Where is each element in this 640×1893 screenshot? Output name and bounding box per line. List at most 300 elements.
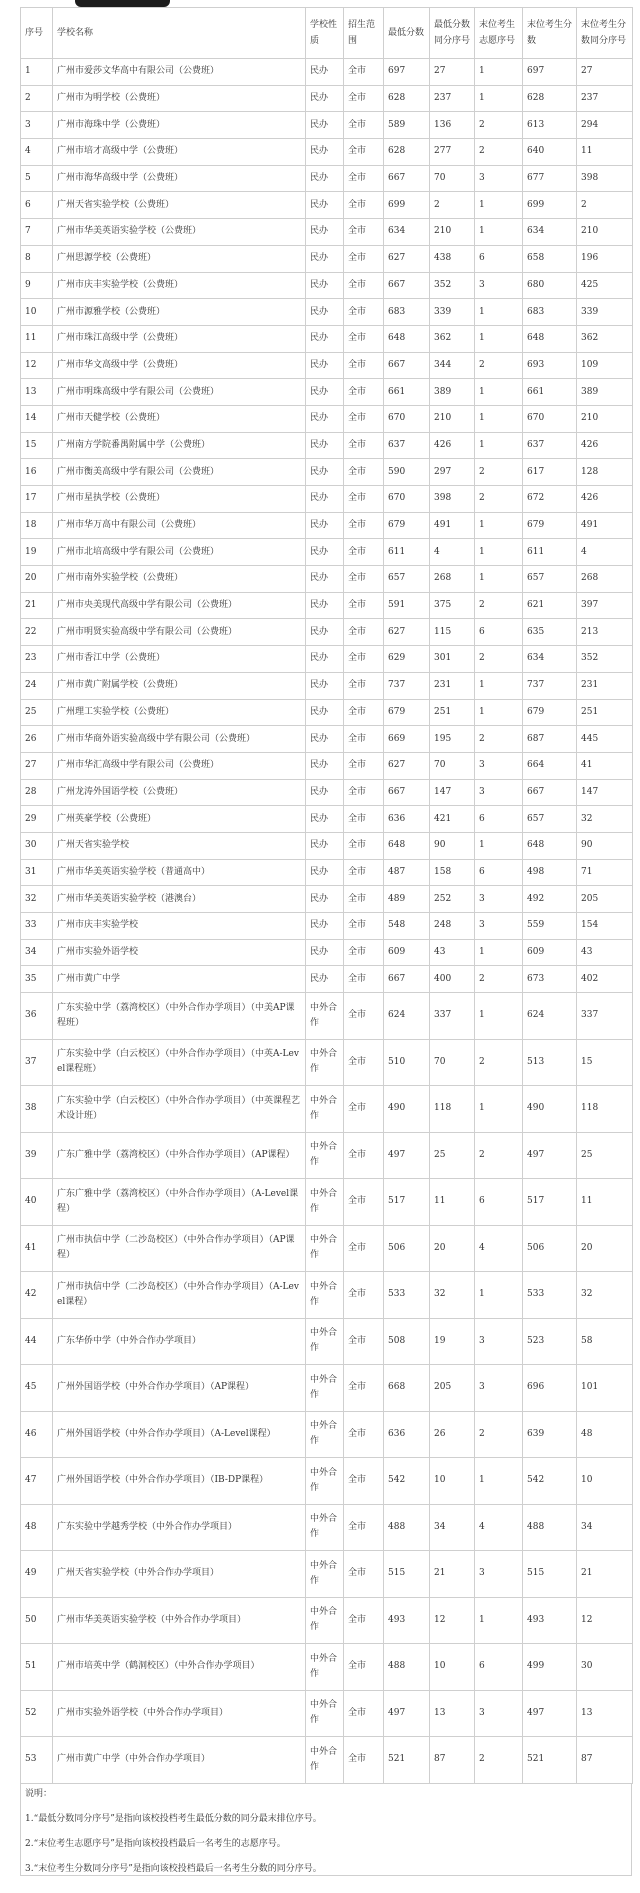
cell-school-type: 中外合作 (306, 1458, 344, 1505)
cell-last-score-rank: 398 (577, 165, 633, 192)
cell-last-pref-no: 2 (475, 352, 523, 379)
cell-last-score: 624 (523, 993, 577, 1040)
cell-last-score: 677 (523, 165, 577, 192)
cell-enroll-scope: 全市 (344, 299, 384, 326)
cell-index: 32 (21, 886, 53, 913)
cell-school-type: 民办 (306, 352, 344, 379)
cell-last-score: 696 (523, 1365, 577, 1412)
table-row (21, 1179, 633, 1226)
cell-enroll-scope: 全市 (344, 1365, 384, 1412)
cell-last-score: 699 (523, 192, 577, 219)
cell-school-type: 中外合作 (306, 1039, 344, 1086)
cell-min-score-rank: 10 (430, 1458, 475, 1505)
cell-enroll-scope: 全市 (344, 459, 384, 486)
cell-enroll-scope: 全市 (344, 59, 384, 86)
cell-school-type: 民办 (306, 913, 344, 940)
cell-last-pref-no: 1 (475, 512, 523, 539)
table-row (21, 219, 633, 246)
cell-min-score-rank: 248 (430, 913, 475, 940)
cell-enroll-scope: 全市 (344, 165, 384, 192)
cell-min-score: 488 (384, 1644, 430, 1691)
cell-school-name: 广州外国语学校（中外合作办学项目）（AP课程） (53, 1365, 306, 1412)
header-school-type: 学校性质 (306, 8, 344, 59)
cell-school-type: 民办 (306, 672, 344, 699)
cell-school-type: 民办 (306, 699, 344, 726)
cell-last-score-rank: 426 (577, 486, 633, 513)
cell-school-name: 广州南方学院番禺附属中学（公费班） (53, 432, 306, 459)
cell-min-score-rank: 118 (430, 1086, 475, 1133)
cell-last-score-rank: 15 (577, 1039, 633, 1086)
cell-enroll-scope: 全市 (344, 1086, 384, 1133)
cell-enroll-scope: 全市 (344, 539, 384, 566)
cell-last-pref-no: 6 (475, 1179, 523, 1226)
cell-last-pref-no: 6 (475, 1644, 523, 1691)
cell-last-score-rank: 48 (577, 1411, 633, 1458)
cell-min-score: 506 (384, 1225, 430, 1272)
cell-enroll-scope: 全市 (344, 1504, 384, 1551)
note-item: 1.“最低分数同分序号”是指向该校投档考生最低分数的同分最末排位序号。 (25, 1813, 322, 1824)
cell-last-pref-no: 1 (475, 1086, 523, 1133)
cell-min-score: 669 (384, 726, 430, 753)
cell-index: 45 (21, 1365, 53, 1412)
cell-index: 44 (21, 1318, 53, 1365)
cell-last-pref-no: 3 (475, 913, 523, 940)
cell-index: 5 (21, 165, 53, 192)
cell-last-score: 657 (523, 566, 577, 593)
cell-enroll-scope: 全市 (344, 1644, 384, 1691)
cell-school-type: 民办 (306, 219, 344, 246)
cell-last-score-rank: 402 (577, 966, 633, 993)
cell-school-name: 广州市为明学校（公费班） (53, 85, 306, 112)
table-row (21, 272, 633, 299)
cell-min-score-rank: 252 (430, 886, 475, 913)
cell-school-name: 广州天省实验学校（公费班） (53, 192, 306, 219)
table-row (21, 245, 633, 272)
cell-index: 42 (21, 1272, 53, 1319)
cell-min-score-rank: 21 (430, 1551, 475, 1598)
table-row (21, 779, 633, 806)
cell-last-score-rank: 41 (577, 752, 633, 779)
table-row (21, 85, 633, 112)
cell-last-pref-no: 2 (475, 1132, 523, 1179)
cell-school-type: 民办 (306, 859, 344, 886)
cell-last-pref-no: 1 (475, 832, 523, 859)
cell-school-name: 广州思源学校（公费班） (53, 245, 306, 272)
cell-school-name: 广州市培英中学（鹤洞校区）（中外合作办学项目） (53, 1644, 306, 1691)
cell-school-type: 民办 (306, 405, 344, 432)
cell-last-score-rank: 2 (577, 192, 633, 219)
cell-enroll-scope: 全市 (344, 646, 384, 673)
cell-school-name: 广州英豪学校（公费班） (53, 806, 306, 833)
table-row (21, 806, 633, 833)
cell-enroll-scope: 全市 (344, 1458, 384, 1505)
cell-min-score-rank: 25 (430, 1132, 475, 1179)
cell-index: 22 (21, 619, 53, 646)
cell-min-score-rank: 26 (430, 1411, 475, 1458)
cell-min-score: 489 (384, 886, 430, 913)
top-tab-indicator (75, 0, 170, 7)
cell-last-score-rank: 71 (577, 859, 633, 886)
cell-min-score: 629 (384, 646, 430, 673)
cell-last-score: 661 (523, 379, 577, 406)
cell-last-pref-no: 3 (475, 886, 523, 913)
cell-school-type: 民办 (306, 325, 344, 352)
cell-min-score: 515 (384, 1551, 430, 1598)
cell-index: 39 (21, 1132, 53, 1179)
cell-min-score: 589 (384, 112, 430, 139)
cell-school-type: 中外合作 (306, 1086, 344, 1133)
cell-index: 11 (21, 325, 53, 352)
cell-enroll-scope: 全市 (344, 1132, 384, 1179)
cell-last-score: 493 (523, 1597, 577, 1644)
cell-min-score: 683 (384, 299, 430, 326)
cell-last-score-rank: 397 (577, 592, 633, 619)
cell-school-type: 中外合作 (306, 1365, 344, 1412)
cell-school-type: 中外合作 (306, 1551, 344, 1598)
cell-last-score-rank: 237 (577, 85, 633, 112)
cell-min-score: 699 (384, 192, 430, 219)
cell-last-score-rank: 12 (577, 1597, 633, 1644)
cell-min-score-rank: 13 (430, 1690, 475, 1737)
cell-enroll-scope: 全市 (344, 486, 384, 513)
cell-school-name: 广东实验中学（白云校区）（中外合作办学项目）（中英A-Level课程班） (53, 1039, 306, 1086)
cell-last-score-rank: 25 (577, 1132, 633, 1179)
table-row (21, 726, 633, 753)
cell-min-score: 493 (384, 1597, 430, 1644)
cell-last-score-rank: 339 (577, 299, 633, 326)
cell-last-pref-no: 1 (475, 566, 523, 593)
table-body (21, 59, 633, 1784)
cell-last-score-rank: 11 (577, 1179, 633, 1226)
cell-min-score-rank: 297 (430, 459, 475, 486)
cell-enroll-scope: 全市 (344, 379, 384, 406)
cell-school-type: 民办 (306, 566, 344, 593)
cell-index: 34 (21, 939, 53, 966)
cell-min-score: 611 (384, 539, 430, 566)
cell-last-pref-no: 1 (475, 1597, 523, 1644)
cell-last-pref-no: 3 (475, 1318, 523, 1365)
cell-last-pref-no: 6 (475, 859, 523, 886)
cell-index: 25 (21, 699, 53, 726)
cell-min-score: 591 (384, 592, 430, 619)
cell-school-name: 广州市实验外语学校（中外合作办学项目） (53, 1690, 306, 1737)
cell-school-type: 中外合作 (306, 1318, 344, 1365)
cell-min-score: 624 (384, 993, 430, 1040)
cell-school-name: 广州市黄广中学（中外合作办学项目） (53, 1737, 306, 1784)
cell-school-name: 广州市黄广附属学校（公费班） (53, 672, 306, 699)
cell-index: 33 (21, 913, 53, 940)
cell-last-score: 628 (523, 85, 577, 112)
cell-min-score: 648 (384, 325, 430, 352)
table-row (21, 619, 633, 646)
cell-school-name: 广州市明贤实验高级中学有限公司（公费班） (53, 619, 306, 646)
cell-enroll-scope: 全市 (344, 913, 384, 940)
cell-last-score: 683 (523, 299, 577, 326)
table-row (21, 512, 633, 539)
cell-last-score: 634 (523, 219, 577, 246)
cell-last-pref-no: 6 (475, 245, 523, 272)
cell-school-name: 广州市海华高级中学（公费班） (53, 165, 306, 192)
cell-last-score: 488 (523, 1504, 577, 1551)
cell-min-score: 657 (384, 566, 430, 593)
table-row (21, 1272, 633, 1319)
table-row (21, 1225, 633, 1272)
cell-school-name: 广东实验中学越秀学校（中外合作办学项目） (53, 1504, 306, 1551)
cell-school-name: 广州市海珠中学（公费班） (53, 112, 306, 139)
cell-school-type: 民办 (306, 592, 344, 619)
cell-min-score: 636 (384, 806, 430, 833)
cell-last-score: 657 (523, 806, 577, 833)
cell-last-score-rank: 362 (577, 325, 633, 352)
cell-school-name: 广州市星执学校（公费班） (53, 486, 306, 513)
cell-school-type: 民办 (306, 486, 344, 513)
note-item: 2.“末位考生志愿序号”是指向该校投档最后一名考生的志愿序号。 (25, 1838, 286, 1849)
table-row (21, 192, 633, 219)
cell-index: 12 (21, 352, 53, 379)
cell-enroll-scope: 全市 (344, 325, 384, 352)
cell-min-score: 670 (384, 486, 430, 513)
cell-enroll-scope: 全市 (344, 672, 384, 699)
cell-min-score-rank: 438 (430, 245, 475, 272)
cell-school-type: 中外合作 (306, 1179, 344, 1226)
cell-enroll-scope: 全市 (344, 859, 384, 886)
cell-school-type: 民办 (306, 139, 344, 166)
cell-school-type: 中外合作 (306, 1690, 344, 1737)
cell-min-score-rank: 389 (430, 379, 475, 406)
cell-index: 23 (21, 646, 53, 673)
cell-index: 21 (21, 592, 53, 619)
cell-min-score-rank: 43 (430, 939, 475, 966)
cell-index: 13 (21, 379, 53, 406)
cell-min-score: 628 (384, 85, 430, 112)
cell-index: 15 (21, 432, 53, 459)
header-last-score: 末位考生分数 (523, 8, 577, 59)
cell-last-score-rank: 10 (577, 1458, 633, 1505)
cell-school-name: 广州市华汇高级中学有限公司（公费班） (53, 752, 306, 779)
cell-school-name: 广州天省实验学校 (53, 832, 306, 859)
table-row (21, 405, 633, 432)
cell-enroll-scope: 全市 (344, 1411, 384, 1458)
cell-enroll-scope: 全市 (344, 85, 384, 112)
cell-school-type: 民办 (306, 165, 344, 192)
table-row (21, 1597, 633, 1644)
cell-last-score-rank: 196 (577, 245, 633, 272)
table-row (21, 832, 633, 859)
table-row (21, 939, 633, 966)
cell-index: 41 (21, 1225, 53, 1272)
cell-last-score: 637 (523, 432, 577, 459)
cell-school-type: 民办 (306, 939, 344, 966)
cell-last-score: 664 (523, 752, 577, 779)
cell-school-name: 广州市华美英语实验学校（普通高中） (53, 859, 306, 886)
cell-last-pref-no: 1 (475, 379, 523, 406)
cell-last-score-rank: 491 (577, 512, 633, 539)
cell-last-score-rank: 11 (577, 139, 633, 166)
cell-last-score: 506 (523, 1225, 577, 1272)
cell-school-name: 广州外国语学校（中外合作办学项目）（A-Level课程） (53, 1411, 306, 1458)
cell-last-score: 492 (523, 886, 577, 913)
cell-index: 1 (21, 59, 53, 86)
cell-last-pref-no: 1 (475, 405, 523, 432)
cell-school-name: 广州市华万高中有限公司（公费班） (53, 512, 306, 539)
cell-min-score-rank: 20 (430, 1225, 475, 1272)
cell-last-pref-no: 3 (475, 1690, 523, 1737)
cell-min-score: 667 (384, 272, 430, 299)
cell-min-score: 679 (384, 699, 430, 726)
cell-school-type: 民办 (306, 192, 344, 219)
cell-enroll-scope: 全市 (344, 886, 384, 913)
cell-school-name: 广州市爱莎文华高中有限公司（公费班） (53, 59, 306, 86)
cell-min-score-rank: 12 (430, 1597, 475, 1644)
cell-last-score: 513 (523, 1039, 577, 1086)
cell-min-score: 548 (384, 913, 430, 940)
cell-last-score: 640 (523, 139, 577, 166)
cell-index: 18 (21, 512, 53, 539)
table-row (21, 112, 633, 139)
cell-school-type: 民办 (306, 379, 344, 406)
cell-school-type: 民办 (306, 85, 344, 112)
cell-last-score: 672 (523, 486, 577, 513)
cell-enroll-scope: 全市 (344, 832, 384, 859)
cell-last-pref-no: 3 (475, 272, 523, 299)
cell-min-score-rank: 251 (430, 699, 475, 726)
cell-min-score-rank: 277 (430, 139, 475, 166)
cell-min-score: 628 (384, 139, 430, 166)
cell-enroll-scope: 全市 (344, 272, 384, 299)
cell-last-score: 648 (523, 325, 577, 352)
table-header-row (21, 8, 633, 59)
cell-min-score: 668 (384, 1365, 430, 1412)
cell-min-score: 490 (384, 1086, 430, 1133)
cell-school-name: 广州市央美现代高级中学有限公司（公费班） (53, 592, 306, 619)
cell-index: 35 (21, 966, 53, 993)
cell-last-score-rank: 34 (577, 1504, 633, 1551)
cell-min-score: 497 (384, 1690, 430, 1737)
cell-min-score-rank: 344 (430, 352, 475, 379)
admission-table-document (20, 7, 632, 1876)
cell-last-score-rank: 251 (577, 699, 633, 726)
cell-min-score-rank: 375 (430, 592, 475, 619)
cell-school-type: 民办 (306, 272, 344, 299)
cell-min-score-rank: 70 (430, 1039, 475, 1086)
cell-last-score-rank: 205 (577, 886, 633, 913)
table-row (21, 379, 633, 406)
cell-school-name: 广州市华美英语实验学校（公费班） (53, 219, 306, 246)
cell-last-pref-no: 1 (475, 85, 523, 112)
cell-min-score: 627 (384, 245, 430, 272)
cell-min-score-rank: 421 (430, 806, 475, 833)
cell-min-score: 667 (384, 966, 430, 993)
table-row (21, 1504, 633, 1551)
cell-school-name: 广州市天健学校（公费班） (53, 405, 306, 432)
cell-school-type: 中外合作 (306, 1225, 344, 1272)
cell-school-name: 广东实验中学（白云校区）（中外合作办学项目）（中英课程艺术设计班） (53, 1086, 306, 1133)
cell-last-pref-no: 6 (475, 806, 523, 833)
cell-enroll-scope: 全市 (344, 219, 384, 246)
cell-index: 17 (21, 486, 53, 513)
table-row (21, 1458, 633, 1505)
cell-last-pref-no: 1 (475, 299, 523, 326)
cell-last-pref-no: 1 (475, 1458, 523, 1505)
cell-enroll-scope: 全市 (344, 939, 384, 966)
cell-school-name: 广东广雅中学（荔湾校区）（中外合作办学项目）（AP课程） (53, 1132, 306, 1179)
cell-min-score-rank: 426 (430, 432, 475, 459)
cell-min-score-rank: 70 (430, 752, 475, 779)
cell-school-type: 中外合作 (306, 1644, 344, 1691)
cell-enroll-scope: 全市 (344, 192, 384, 219)
cell-last-pref-no: 3 (475, 165, 523, 192)
cell-min-score: 533 (384, 1272, 430, 1319)
cell-enroll-scope: 全市 (344, 1179, 384, 1226)
cell-enroll-scope: 全市 (344, 1551, 384, 1598)
cell-min-score-rank: 237 (430, 85, 475, 112)
cell-min-score: 497 (384, 1132, 430, 1179)
cell-last-pref-no: 1 (475, 993, 523, 1040)
cell-min-score: 521 (384, 1737, 430, 1784)
cell-last-score: 697 (523, 59, 577, 86)
cell-index: 2 (21, 85, 53, 112)
table-row (21, 592, 633, 619)
cell-last-score: 499 (523, 1644, 577, 1691)
cell-last-score: 737 (523, 672, 577, 699)
cell-last-score-rank: 90 (577, 832, 633, 859)
cell-enroll-scope: 全市 (344, 726, 384, 753)
cell-index: 48 (21, 1504, 53, 1551)
cell-last-pref-no: 2 (475, 1737, 523, 1784)
cell-enroll-scope: 全市 (344, 779, 384, 806)
cell-enroll-scope: 全市 (344, 1318, 384, 1365)
cell-enroll-scope: 全市 (344, 1737, 384, 1784)
cell-enroll-scope: 全市 (344, 1039, 384, 1086)
cell-min-score-rank: 337 (430, 993, 475, 1040)
cell-min-score-rank: 195 (430, 726, 475, 753)
header-index: 序号 (21, 8, 53, 59)
cell-last-pref-no: 2 (475, 112, 523, 139)
cell-index: 31 (21, 859, 53, 886)
cell-enroll-scope: 全市 (344, 1272, 384, 1319)
cell-enroll-scope: 全市 (344, 405, 384, 432)
cell-school-type: 民办 (306, 112, 344, 139)
cell-last-score-rank: 425 (577, 272, 633, 299)
cell-last-pref-no: 4 (475, 1225, 523, 1272)
cell-school-name: 广东华侨中学（中外合作办学项目） (53, 1318, 306, 1365)
cell-last-score-rank: 13 (577, 1690, 633, 1737)
cell-min-score-rank: 90 (430, 832, 475, 859)
cell-school-name: 广州市执信中学（二沙岛校区）（中外合作办学项目）（AP课程） (53, 1225, 306, 1272)
cell-last-score: 498 (523, 859, 577, 886)
cell-min-score-rank: 10 (430, 1644, 475, 1691)
header-last-score-rank: 末位考生分数同分序号 (577, 8, 633, 59)
table-row (21, 913, 633, 940)
cell-last-pref-no: 2 (475, 1411, 523, 1458)
cell-min-score: 517 (384, 1179, 430, 1226)
table-row (21, 486, 633, 513)
cell-enroll-scope: 全市 (344, 112, 384, 139)
cell-enroll-scope: 全市 (344, 699, 384, 726)
cell-min-score-rank: 27 (430, 59, 475, 86)
cell-school-name: 广州市实验外语学校 (53, 939, 306, 966)
cell-last-score: 533 (523, 1272, 577, 1319)
cell-last-score-rank: 21 (577, 1551, 633, 1598)
table-row (21, 59, 633, 86)
cell-school-type: 民办 (306, 646, 344, 673)
cell-min-score: 667 (384, 779, 430, 806)
cell-school-name: 广州市华美英语实验学校（中外合作办学项目） (53, 1597, 306, 1644)
cell-index: 16 (21, 459, 53, 486)
cell-last-score-rank: 231 (577, 672, 633, 699)
cell-last-score-rank: 337 (577, 993, 633, 1040)
cell-school-name: 广州市衡美高级中学有限公司（公费班） (53, 459, 306, 486)
